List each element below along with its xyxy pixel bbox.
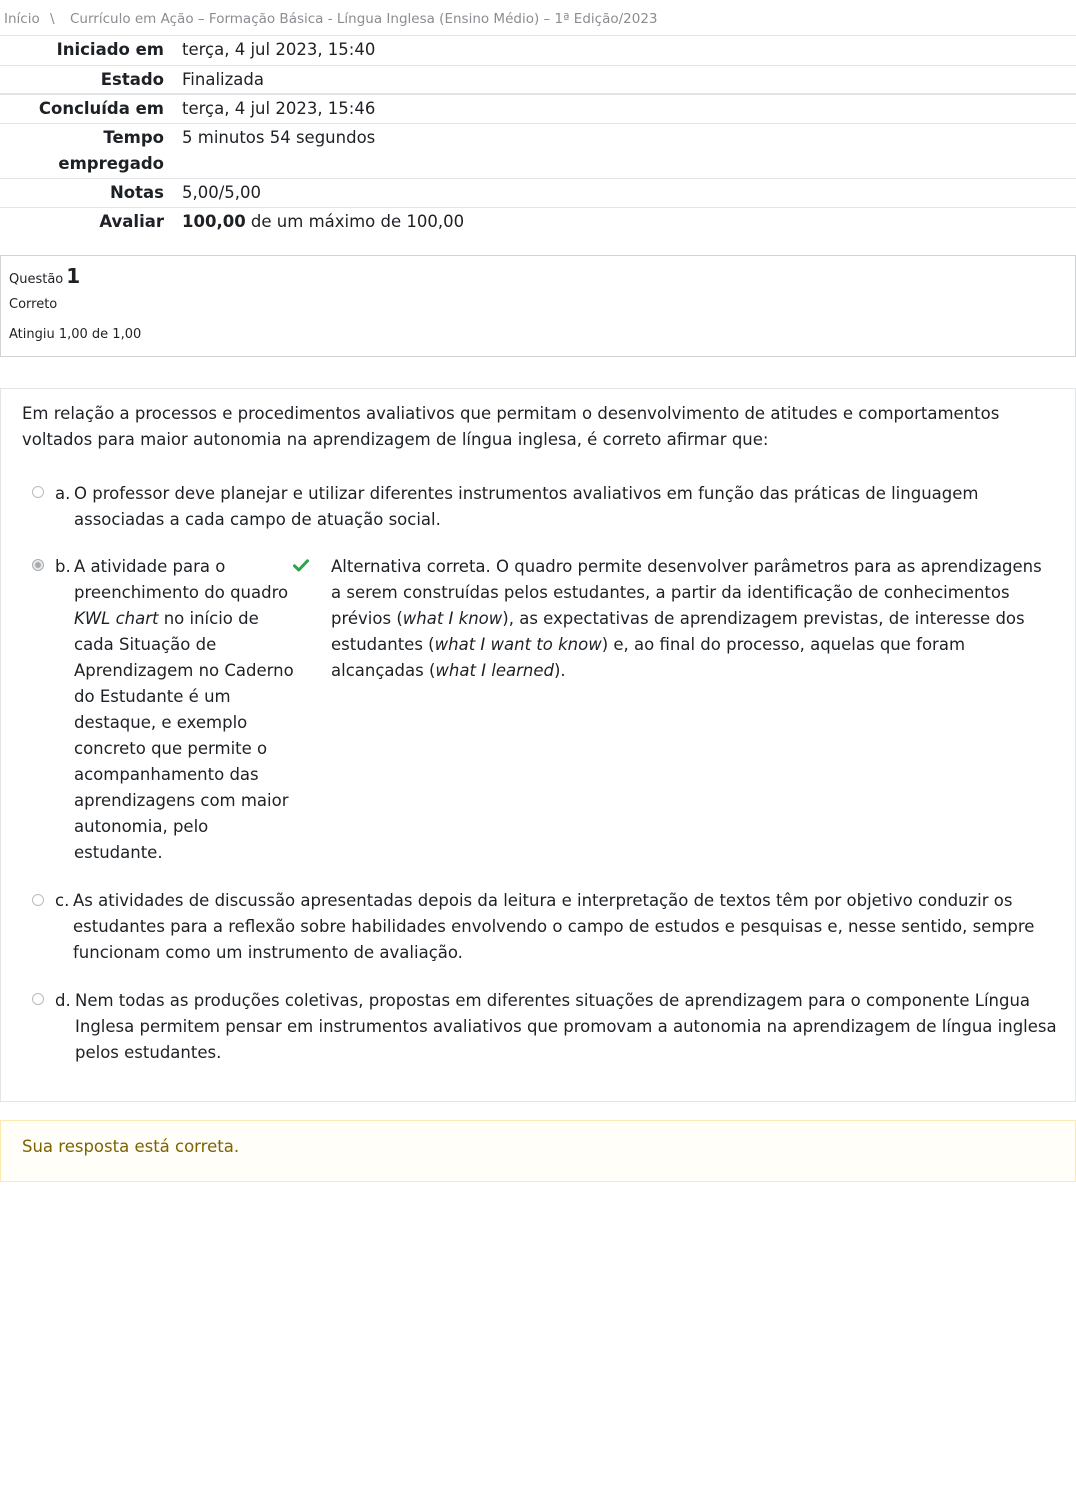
question-number-value: 1 bbox=[66, 264, 81, 288]
option-c-letter: c. bbox=[55, 891, 70, 910]
time-label bbox=[0, 125, 164, 177]
started-label: Iniciado em bbox=[56, 40, 164, 59]
option-a-radio[interactable] bbox=[32, 486, 44, 498]
breadcrumb-separator: \ bbox=[50, 11, 55, 27]
grade-value-wrap bbox=[182, 209, 464, 235]
state-label: Estado bbox=[100, 70, 164, 89]
question-grade: Atingiu 1,00 de 1,00 bbox=[9, 327, 142, 342]
question-text: Em relação a processos e procedimentos avaliativos que permitam o desenvolvimento de atitudes e comportamentos voltados para maior autonomia na aprendizagem de língua inglesa, é correto afirmar que: bbox=[22, 404, 1000, 449]
feedback-part3: ) e, ao final do processo, aquelas que foram alcançadas ( bbox=[331, 635, 966, 680]
completed-value: terça, 4 jul 2023, 15:46 bbox=[182, 99, 376, 118]
option-a-text: O professor deve planejar e utilizar diferentes instrumentos avaliativos em função das práticas de linguagem associadas a cada campo de atuação social. bbox=[74, 484, 979, 529]
option-a-letter: a. bbox=[55, 484, 71, 503]
option-b-text-part1: A atividade para o preenchimento do quadro bbox=[74, 557, 289, 602]
attempt-summary-table bbox=[0, 36, 1076, 238]
time-label-line1: Tempo bbox=[103, 128, 164, 147]
feedback-part4: ). bbox=[554, 661, 566, 680]
time-label-line2: empregado bbox=[58, 154, 164, 173]
option-b-text bbox=[74, 554, 296, 866]
feedback-part1: Alternativa correta. O quadro permite desenvolver parâmetros para as aprendizagens a serem construídas pelos estudantes, a partir da identificação de conhecimentos prévios ( bbox=[331, 557, 1042, 628]
correct-check-icon-svg bbox=[293, 559, 309, 572]
feedback-italic1: what I know bbox=[402, 609, 503, 628]
feedback-italic3: what I learned bbox=[435, 661, 554, 680]
question-info-box bbox=[0, 255, 1076, 357]
feedback-italic2: what I want to know bbox=[434, 635, 602, 654]
feedback-part2: ), as expectativas de aprendizagem previstas, de interesse dos estudantes ( bbox=[331, 609, 1025, 654]
breadcrumb-course-link[interactable]: Currículo em Ação – Formação Básica - Língua Inglesa (Ensino Médio) – 1ª Edição/2023 bbox=[70, 11, 658, 27]
outcome-text: Sua resposta está correta. bbox=[22, 1137, 240, 1156]
summary-row-completed bbox=[0, 95, 1076, 124]
summary-row-started bbox=[0, 36, 1076, 66]
answer-option-d[interactable] bbox=[1, 988, 1061, 1068]
option-b-text-italic: KWL chart bbox=[74, 609, 159, 628]
option-b-text-part2: no início de cada Situação de Aprendizagem no Caderno do Estudante é um destaque, e exemplo concreto que permite o acompanhamento das aprendizagens com maior autonomia, pelo estudante. bbox=[74, 609, 294, 862]
breadcrumb bbox=[0, 0, 1076, 36]
option-b-radio[interactable] bbox=[32, 559, 44, 571]
marks-value: 5,00/5,00 bbox=[182, 183, 262, 202]
grade-value: 100,00 bbox=[182, 212, 246, 231]
answer-option-b[interactable] bbox=[1, 554, 301, 866]
marks-label: Notas bbox=[110, 183, 164, 202]
question-state: Correto bbox=[9, 297, 58, 312]
summary-row-time bbox=[0, 124, 1076, 179]
answer-option-c[interactable] bbox=[1, 888, 1061, 968]
state-value: Finalizada bbox=[182, 70, 264, 89]
option-b-feedback bbox=[331, 554, 1055, 684]
grade-label: Avaliar bbox=[99, 212, 164, 231]
summary-row-marks bbox=[0, 179, 1076, 208]
completed-label: Concluída em bbox=[38, 99, 164, 118]
time-value: 5 minutos 54 segundos bbox=[182, 128, 376, 147]
option-d-letter: d. bbox=[55, 991, 71, 1010]
answer-option-a[interactable] bbox=[1, 481, 1061, 535]
option-d-radio[interactable] bbox=[32, 993, 44, 1005]
outcome-box bbox=[0, 1120, 1076, 1182]
option-c-radio[interactable] bbox=[32, 894, 44, 906]
grade-suffix: de um máximo de 100,00 bbox=[250, 212, 465, 231]
option-c-text: As atividades de discussão apresentadas depois da leitura e interpretação de textos têm por objetivo conduzir os estudantes para a reflexão sobre habilidades envolvendo o campo de estudos e pesquisas e, nesse sentido, sempre funcionam como um instrumento de avaliação. bbox=[73, 891, 1035, 962]
correct-check-icon bbox=[293, 557, 309, 576]
breadcrumb-home-link[interactable]: Início bbox=[4, 11, 40, 27]
started-value: terça, 4 jul 2023, 15:40 bbox=[182, 40, 376, 59]
summary-row-state bbox=[0, 66, 1076, 95]
option-b-letter: b. bbox=[55, 557, 71, 576]
question-label: Questão bbox=[9, 272, 64, 287]
question-number bbox=[9, 264, 80, 288]
option-d-text: Nem todas as produções coletivas, propostas em diferentes situações de aprendizagem para o componente Língua Inglesa permitem pensar em instrumentos avaliativos que promovam a autonomia na aprendizagem de língua inglesa pelos estudantes. bbox=[75, 991, 1057, 1062]
summary-row-grade bbox=[0, 208, 1076, 238]
question-content bbox=[0, 388, 1076, 1102]
